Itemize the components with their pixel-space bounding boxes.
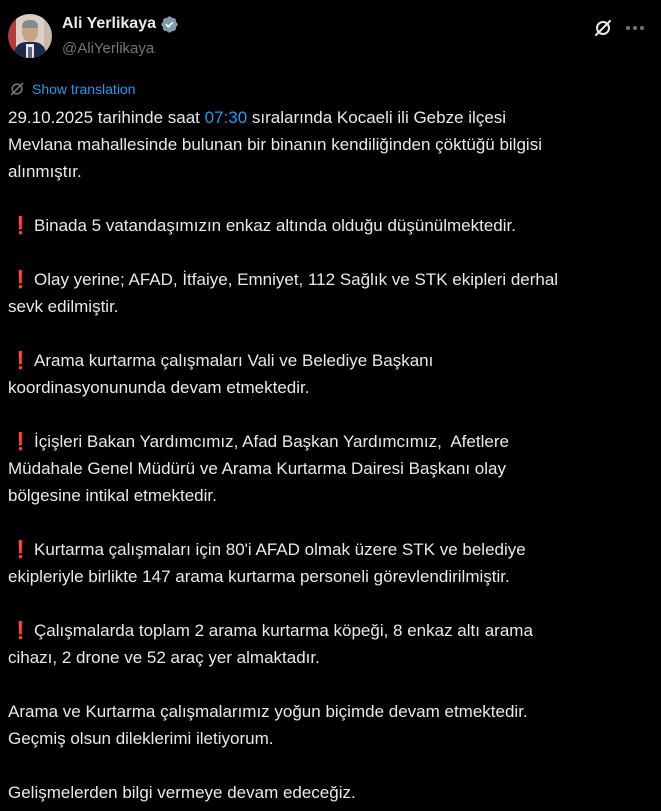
tweet-line: cihazı, 2 drone ve 52 araç yer almaktadır. — [8, 648, 320, 667]
tweet-line — [8, 536, 658, 563]
tweet-line — [8, 617, 658, 644]
text-segment: Binada 5 vatandaşımızın enkaz altında olduğu düşünülmektedir. — [34, 216, 516, 235]
exclamation-icon: ❗ — [10, 270, 32, 289]
text-segment: 29.10.2025 tarihinde saat — [8, 108, 205, 127]
tweet-paragraph — [8, 347, 658, 401]
tweet-line — [8, 428, 658, 455]
translate-icon — [9, 81, 25, 97]
tweet-paragraph — [8, 428, 658, 509]
more-options-icon — [625, 25, 645, 31]
text-segment: İçişleri Bakan Yardımcımız, Afad Başkan Yardımcımız, Afetlere — [34, 432, 509, 451]
time-link[interactable]: 07:30 — [204, 108, 248, 127]
tweet-line — [8, 266, 658, 293]
tweet-line: Gelişmelerden bilgi vermeye devam edeceğiz. — [8, 783, 356, 802]
tweet-line — [8, 104, 658, 131]
text-segment: Olay yerine; AFAD, İtfaiye, Emniyet, 112 Sağlık ve STK ekipleri derhal — [34, 270, 559, 289]
tweet-paragraph — [8, 212, 658, 239]
more-options-button[interactable] — [624, 17, 646, 39]
exclamation-icon: ❗ — [10, 432, 32, 451]
avatar[interactable] — [8, 14, 52, 58]
tweet-line — [8, 212, 658, 239]
tweet-line: Müdahale Genel Müdürü ve Arama Kurtarma Dairesi Başkanı olay — [8, 459, 506, 478]
text-segment: sıralarında Kocaeli ili Gebze ilçesi — [247, 108, 507, 127]
show-translation-label: Show translation — [32, 81, 136, 97]
verified-badge-icon[interactable] — [160, 15, 179, 34]
text-segment: Çalışmalarda toplam 2 arama kurtarma köpeği, 8 enkaz altı arama — [34, 621, 533, 640]
tweet-line — [8, 347, 658, 374]
tweet-paragraph — [8, 536, 658, 590]
tweet-line: Geçmiş olsun dileklerimi iletiyorum. — [8, 729, 274, 748]
tweet-line: ekipleriyle birlikte 147 arama kurtarma personeli görevlendirilmiştir. — [8, 567, 510, 586]
exclamation-icon: ❗ — [10, 351, 32, 370]
avatar-hair — [22, 20, 38, 28]
handle[interactable]: @AliYerlikaya — [62, 40, 155, 57]
tweet-paragraph — [8, 617, 658, 671]
exclamation-icon: ❗ — [10, 216, 32, 235]
tweet-header — [0, 0, 661, 70]
tweet-line: koordinasyonununda devam etmektedir. — [8, 378, 310, 397]
tweet-paragraph — [8, 698, 658, 752]
tweet-paragraph — [8, 104, 658, 185]
tweet-line: Mevlana mahallesinde bulunan bir binanın kendiliğinden çöktüğü bilgisi — [8, 135, 542, 154]
text-segment: Arama kurtarma çalışmaları Vali ve Belediye Başkanı — [34, 351, 434, 370]
tweet-line: Arama ve Kurtarma çalışmalarımız yoğun biçimde devam etmektedir. — [8, 702, 528, 721]
display-name[interactable]: Ali Yerlikaya — [62, 15, 156, 32]
tweet-text — [8, 104, 658, 806]
tweet-paragraph — [8, 266, 658, 320]
name-row — [62, 14, 179, 34]
exclamation-icon: ❗ — [10, 540, 32, 559]
exclamation-icon: ❗ — [10, 621, 32, 640]
avatar-tie — [28, 47, 32, 58]
grok-button[interactable] — [592, 17, 614, 39]
tweet-line: bölgesine intikal etmektedir. — [8, 486, 217, 505]
text-segment: Kurtarma çalışmaları için 80'i AFAD olmak üzere STK ve belediye — [34, 540, 526, 559]
show-translation-button[interactable] — [9, 80, 136, 98]
tweet-line: sevk edilmiştir. — [8, 297, 119, 316]
tweet-line: alınmıştır. — [8, 162, 82, 181]
grok-icon — [593, 18, 613, 38]
tweet-paragraph — [8, 779, 658, 806]
